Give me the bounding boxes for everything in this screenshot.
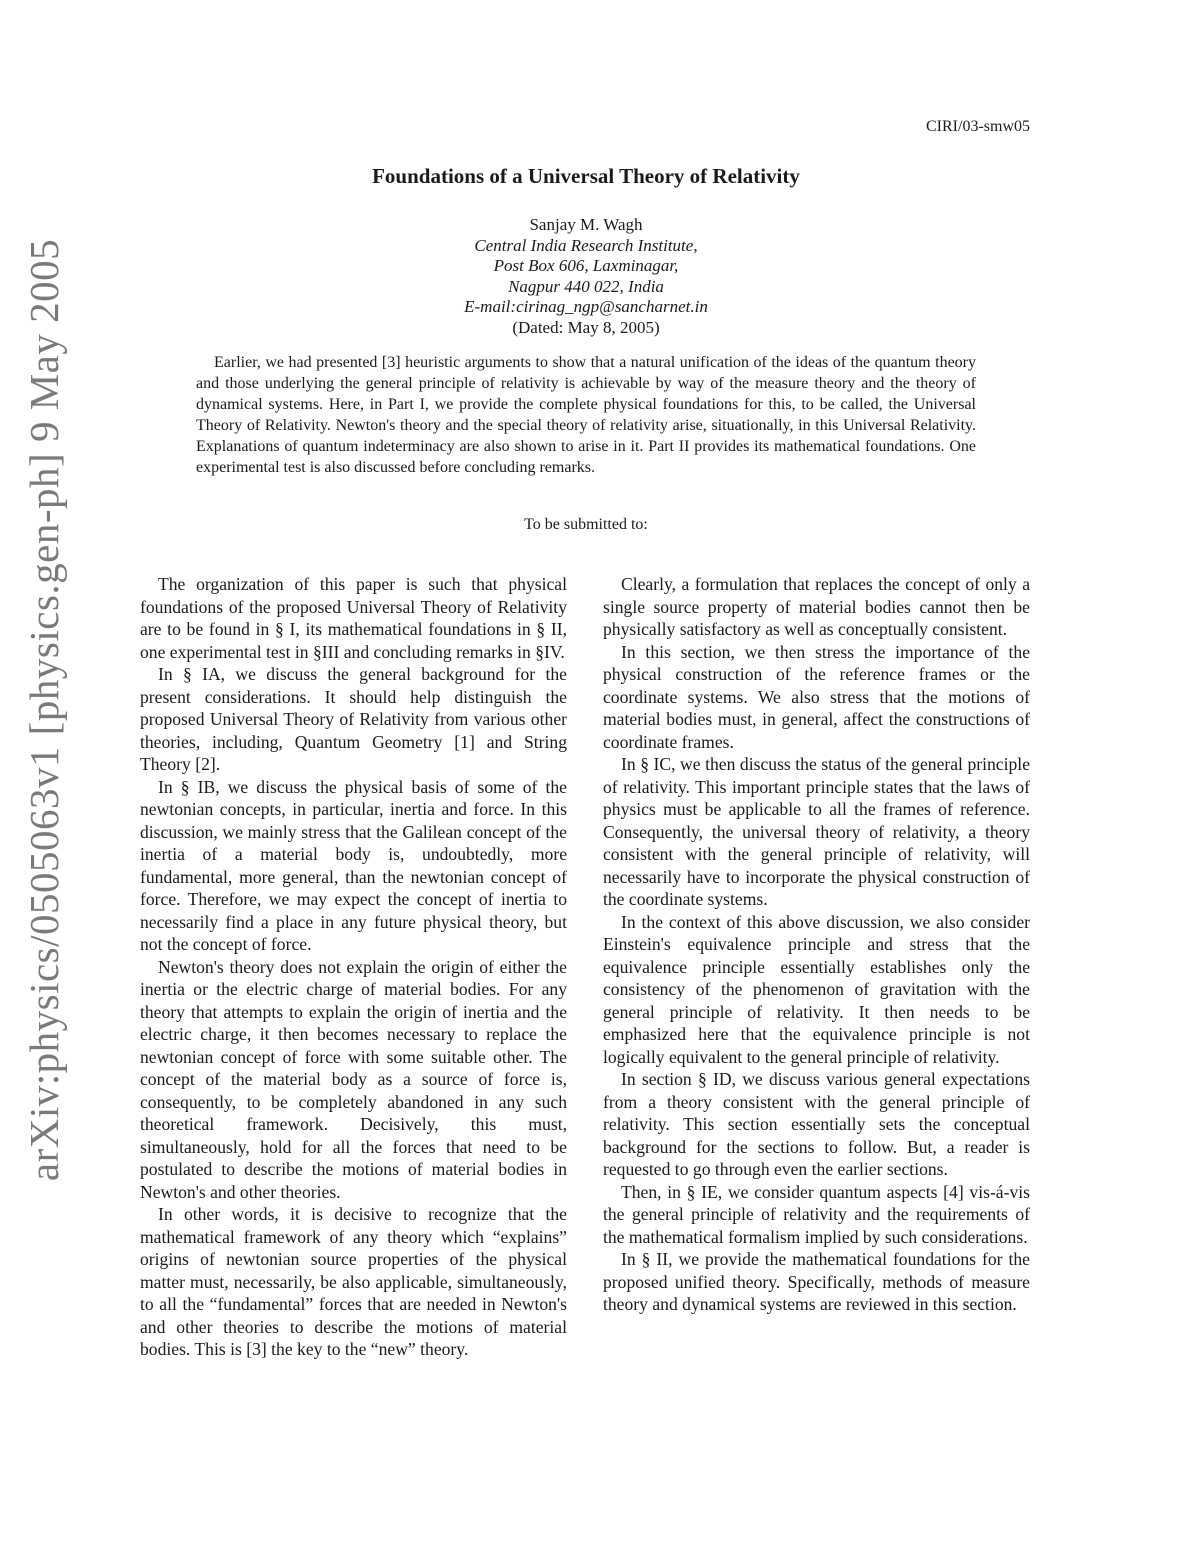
paragraph: In the context of this above discussion, we also consider Einstein's equivalence principle and stress that the equivalence principle essentially establishes only the consistency of the phenomenon of gravitation with the general principle of relativity. It then needs to be emphasized here that the equivalence principle is not logically equivalent to the general principle of relativity. — [603, 911, 1030, 1067]
author-name: Sanjay M. Wagh — [529, 215, 643, 234]
left-column — [140, 573, 567, 1361]
paragraph: In other words, it is decisive to recognize that the mathematical framework of any theory which “explains” origins of newtonian source properties of the physical matter must, necessarily, be also applicable, simultaneously, to all the “fundamental” forces that are needed in Newton's and other theories to describe the motions of material bodies. This is [3] the key to the “new” theory. — [140, 1204, 567, 1359]
author-block — [0, 215, 1172, 339]
paragraph: In § II, we provide the mathematical foundations for the proposed unified theory. Specifically, methods of measure theory and dynamical systems are reviewed in this section. — [603, 1249, 1030, 1314]
paper-title: Foundations of a Universal Theory of Relativity — [372, 164, 800, 188]
paragraph: In § IB, we discuss the physical basis of some of the newtonian concepts, in particular, inertia and force. In this discussion, we mainly stress that the Galilean concept of the inertia of a material body is, undoubtedly, more fundamental, more general, than the newtonian concept of force. Therefore, we may expect the concept of inertia to necessarily find a place in any future physical theory, but not the concept of force. — [140, 776, 567, 954]
submission-note: To be submitted to: — [524, 516, 648, 533]
affiliation-line: Central India Research Institute, — [474, 235, 698, 255]
paragraph: Clearly, a formulation that replaces the concept of only a single source property of material bodies cannot then be physically satisfactory as well as conceptually consistent. — [603, 574, 1030, 639]
paragraph: In § IA, we discuss the general background for the present considerations. It should help distinguish the proposed Universal Theory of Relativity from various other theories, including, Quantum Geometry [1] and String Theory [2]. — [140, 664, 567, 774]
report-number: CIRI/03-smw05 — [926, 118, 1030, 135]
right-column — [603, 573, 1030, 1316]
paragraph: In this section, we then stress the importance of the physical construction of the reference frames or the coordinate systems. We also stress that the motions of material bodies must, in general, affect the constructions of coordinate frames. — [603, 641, 1030, 752]
arxiv-identifier: arXiv:physics/0505063v1 [physics.gen-ph] 9 May 2005 — [21, 238, 67, 1182]
affiliation-line: Post Box 606, Laxminagar, — [493, 256, 679, 276]
dated-line: (Dated: May 8, 2005) — [512, 317, 660, 337]
paragraph: In § IC, we then discuss the status of the general principle of relativity. This important principle states that the laws of physics must be applicable to all the frames of reference. Consequently, the universal theory of relativity, a theory consistent with the general principle of relativity, will necessarily have to incorporate the physical construction of the coordinate systems. — [603, 754, 1030, 909]
author-email: E-mail:cirinag_ngp@sancharnet.in — [464, 297, 708, 317]
paragraph: Then, in § IE, we consider quantum aspects [4] vis-á-vis the general principle of relativity and the requirements of the mathematical formalism implied by such considerations. — [603, 1181, 1030, 1247]
paragraph: In section § ID, we discuss various general expectations from a theory consistent with the general principle of relativity. This section essentially sets the conceptual background for the sections to follow. But, a reader is requested to go through even the earlier sections. — [603, 1069, 1030, 1179]
arxiv-sidebar-stamp — [16, 230, 72, 1190]
paragraph: Newton's theory does not explain the origin of either the inertia or the electric charge of material bodies. For any theory that attempts to explain the origin of inertia and the electric charge, it then becomes necessary to replace the newtonian concept of force with some suitable other. The concept of the material body as a source of force is, consequently, to be completely abandoned in any such theoretical framework. Decisively, this must, simultaneously, hold for all the forces that need to be postulated to describe the motions of material bodies in Newton's and other theories. — [140, 956, 567, 1202]
affiliation-line: Nagpur 440 022, India — [508, 276, 664, 296]
abstract: Earlier, we had presented [3] heuristic arguments to show that a natural unification of the ideas of the quantum theory and those underlying the general principle of relativity is achievable by way of the measure theory and the theory of dynamical systems. Here, in Part I, we provide the complete physical foundations for this, to be called, the Universal Theory of Relativity. Newton's theory and the special theory of relativity arise, situationally, in this Universal Relativity. Explanations of quantum indeterminacy are also shown to arise in it. Part II provides its mathematical foundations. One experimental test is also discussed before concluding remarks. — [196, 354, 976, 476]
paragraph: The organization of this paper is such that physical foundations of the proposed Universal Theory of Relativity are to be found in § I, its mathematical foundations in § II, one experimental test in §III and concluding remarks in §IV. — [140, 574, 567, 662]
